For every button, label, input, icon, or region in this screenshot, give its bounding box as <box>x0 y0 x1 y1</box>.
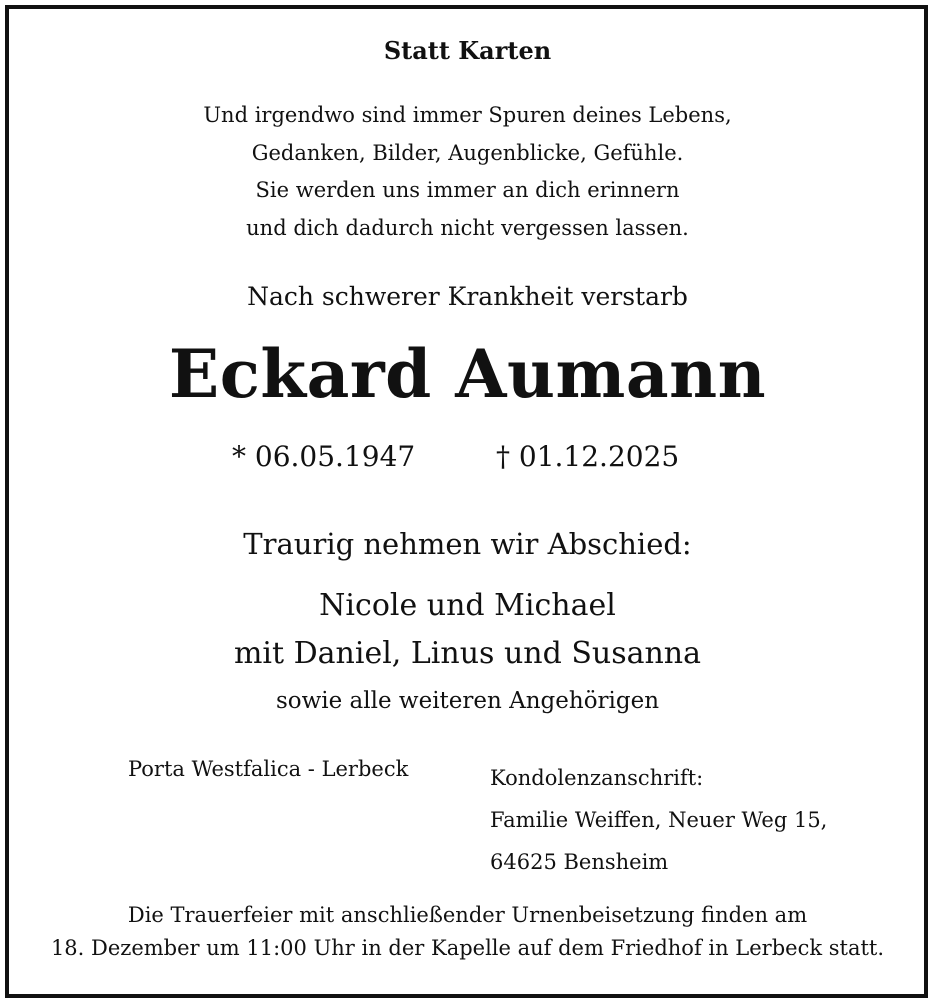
relatives-line: sowie alle weiteren Angehörigen <box>275 688 660 714</box>
address-line: 64625 Bensheim <box>490 850 669 874</box>
notice-heading: Statt Karten <box>383 36 552 65</box>
funeral-service-info <box>0 899 935 965</box>
poem-line: Sie werden uns immer an dich erinnern <box>255 178 680 202</box>
death-date: † 01.12.2025 <box>496 440 680 473</box>
death-intro: Nach schwerer Krankheit verstarb <box>247 282 688 311</box>
poem-line: Und irgendwo sind immer Spuren deines Lebens, <box>203 103 732 127</box>
service-line: 18. Dezember um 11:00 Uhr in der Kapelle auf dem Friedhof in Lerbeck statt. <box>50 936 885 960</box>
birth-date: * 06.05.1947 <box>232 440 416 473</box>
deceased-name: Eckard Aumann <box>168 335 767 413</box>
condolence-address <box>490 757 827 883</box>
poem-line: und dich dadurch nicht vergessen lassen. <box>246 215 689 240</box>
place-of-residence: Porta Westfalica - Lerbeck <box>128 757 409 781</box>
address-label: Kondolenzanschrift: <box>490 766 704 790</box>
address-line: Familie Weiffen, Neuer Weg 15, <box>490 808 828 832</box>
mourners-line-2: mit Daniel, Linus und Susanna <box>233 636 702 671</box>
poem-line: Gedanken, Bilder, Augenblicke, Gefühle. <box>251 140 684 165</box>
mourners-line-1: Nicole und Michael <box>319 588 616 623</box>
service-line: Die Trauerfeier mit anschließender Urnenbeisetzung finden am <box>127 903 808 927</box>
farewell-line: Traurig nehmen wir Abschied: <box>243 527 692 561</box>
memorial-poem <box>0 97 935 247</box>
